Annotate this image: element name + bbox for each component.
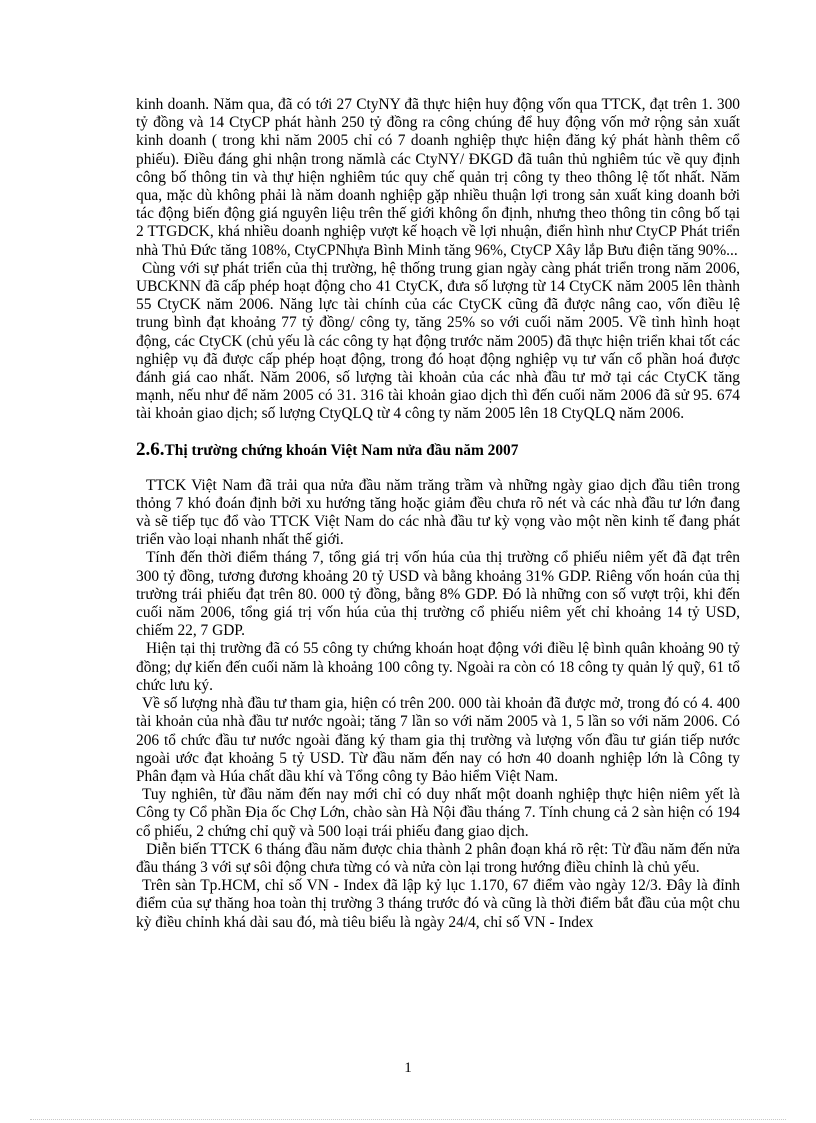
page-body: [136, 96, 740, 932]
body-paragraph: Tuy nghiên, từ đầu năm đến nay mới chỉ có duy nhất một doanh nghiệp thực hiện niêm yết là Công ty Cổ phần Địa ốc Chợ Lớn, chào sàn Hà Nội đầu tháng 7. Tính chung cả 2 sàn hiện có 194 cổ phiếu, 2 chứng chỉ quỹ và 500 loại trái phiếu đang giao dịch.: [136, 786, 740, 840]
section-number: 2.6.: [136, 438, 165, 460]
body-paragraph: Hiện tại thị trường đã có 55 công ty chứng khoán hoạt động với điều lệ bình quân khoảng 90 tỷ đồng; dự kiến đến cuối năm là khoảng 100 công ty. Ngoài ra còn có 18 công ty quản lý quỹ, 61 tổ chức lưu ký.: [136, 640, 740, 694]
page-edge-divider: [30, 1119, 786, 1120]
body-paragraph: kinh doanh. Năm qua, đã có tới 27 CtyNY đã thực hiện huy động vốn qua TTCK, đạt trên 1. 300 tỷ đồng và 14 CtyCP phát hành 250 tỷ đồng ra công chúng để huy động vốn mở rộng sản xuất kinh doanh ( trong khi năm 2005 chỉ có 7 doanh nghiệp thực hiện đăng ký phát hành thêm cổ phiếu). Điều đáng ghi nhận trong nămlà các CtyNY/ ĐKGD đã tuân thủ nghiêm túc về quy định công bố thông tin và thự hiện nghiêm túc quy chế quản trị công ty theo thông lệ tốt nhất. Năm qua, mặc dù không phải là năm doanh nghiệp gặp nhiều thuận lợi trong sản xuất king doanh bởi tác động biến động giá nguyên liệu trên thế giới không ổn định, nhưng theo thông tin công bố tại 2 TTGDCK, khá nhiều doanh nghiệp vượt kế hoạch về lợi nhuận, điển hình như CtyCP Phát triển nhà Thủ Đức tăng 108%, CtyCPNhựa Bình Minh tăng 96%, CtyCP Xây lắp Bưu điện tăng 90%...: [136, 96, 740, 259]
body-paragraph: Trên sàn Tp.HCM, chỉ số VN - Index đã lập kỷ lục 1.170, 67 điểm vào ngày 12/3. Đây là đỉnh điểm của sự thăng hoa toàn thị trường 3 tháng trước đó và cũng là thời điểm bắt đầu của một chu kỳ điều chỉnh khá dài sau đó, mà tiêu biểu là ngày 24/4, chỉ số VN - Index: [136, 877, 740, 931]
body-paragraph: Về số lượng nhà đầu tư tham gia, hiện có trên 200. 000 tài khoản đã được mở, trong đó có 4. 400 tài khoản của nhà đầu tư nước ngoài; tăng 7 lần so với năm 2005 và 1, 5 lần so với năm 2006. Có 206 tổ chức đầu tư nước ngoài đăng ký tham gia thị trường và lượng vốn đầu tư gián tiếp nước ngoài ước đạt khoảng 5 tỷ USD. Từ đầu năm đến nay có hơn 40 doanh nghiệp lớn là Công ty Phân đạm và Húa chất dầu khí và Tổng công ty Bảo hiểm Việt Nam.: [136, 695, 740, 785]
section-heading: [136, 440, 740, 461]
body-paragraph: Cùng với sự phát triển của thị trường, hệ thống trung gian ngày càng phát triển trong năm 2006, UBCKNN đã cấp phép hoạt động cho 41 CtyCK, đưa số lượng từ 14 CtyCK năm 2005 lên thành 55 CtyCK năm 2006. Năng lực tài chính của các CtyCK cũng đã được nâng cao, vốn điều lệ trung bình đạt khoảng 77 tỷ đồng/ công ty, tăng 25% so với cuối năm 2005. Về tình hình hoạt động, các CtyCK (chủ yếu là các công ty hạt động trước năm 2005) đã thực hiện triển khai tốt các nghiệp vụ đã được cấp phép hoạt động, trong đó hoạt động nghiệp vụ tư vấn cổ phần hoá được đánh giá cao nhất. Năm 2006, số lượng tài khoản của các nhà đầu tư mở tại các CtyCK tăng mạnh, nếu như để năm 2005 có 31. 316 tài khoản giao dịch thì đến cuối năm 2006 đã sử 95. 674 tài khoản giao dịch; số lượng CtyQLQ từ 4 công ty năm 2005 lên 18 CtyQLQ năm 2006.: [136, 259, 740, 423]
body-paragraph: Tính đến thời điểm tháng 7, tổng giá trị vốn húa của thị trường cổ phiếu niêm yết đã đạt trên 300 tỷ đồng, tương đương khoảng 20 tỷ USD và bằng khoảng 31% GDP. Riêng vốn hoán của thị trường trái phiếu đạt trên 80. 000 tỷ đồng, bằng 8% GDP. Đó là những con số vượt trội, khi đến cuối năm 2006, tổng giá trị vốn húa của thị trường cổ phiếu niêm yết chỉ khoảng 14 tỷ USD, chiếm 22, 7 GDP.: [136, 549, 740, 640]
body-paragraph: TTCK Việt Nam đã trải qua nửa đầu năm trăng trầm và những ngày giao dịch đầu tiên trong thỏng 7 khó đoán định bởi xu hướng tăng hoặc giảm đều chưa rõ nét và các nhà đầu tư lớn đang và sẽ tiếp tục đổ vào TTCK Việt Nam do các nhà đầu tư kỳ vọng vào một nền kinh tế đang phát triển vào loại nhanh nhất thế giới.: [136, 476, 740, 549]
body-paragraph: Diễn biến TTCK 6 tháng đầu năm được chia thành 2 phân đoạn khá rõ rệt: Từ đầu năm đến nửa đầu tháng 3 với sự sôi động chưa từng có và nửa còn lại trong hướng điều chỉnh là chủ yếu.: [136, 840, 740, 876]
section-title: Thị trường chứng khoán Việt Nam nửa đầu năm 2007: [164, 441, 519, 459]
page-number: 1: [404, 1060, 412, 1076]
